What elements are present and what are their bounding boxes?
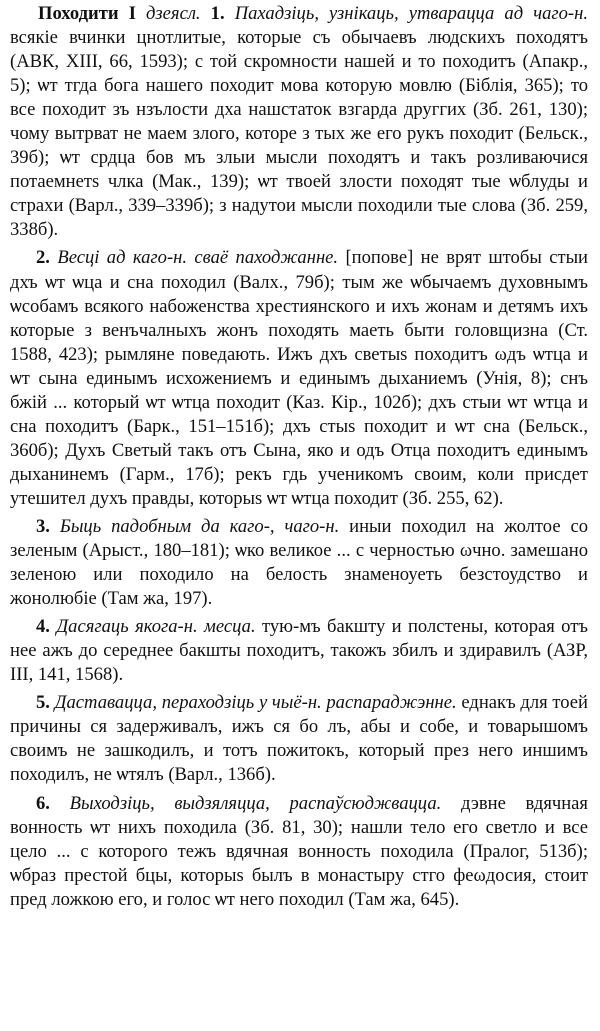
sense-2 <box>10 246 588 511</box>
sense-number: 3. <box>36 515 50 537</box>
sense-definition: Даставацца, пераходзіць у чыё-н. распараджэнне. <box>54 692 457 714</box>
sense-citations: всякіе вчинки цнотлитые, которые съ обычаевъ людскихъ походятъ (АВК, XIII, 66, 1593); с той скромности нашей и то походитъ (Апакр., 5); ѡт тгда бога нашего походит мова которую мовлю (Біблія, 365); то все походит зъ нзълости дха нашстаток взгарда друггих (Зб. 261, 130); чому вытрват не маем злого, которе з тых же его рукъ походит (Бельск., 39б); ѡт срдца бов мъ злыи мысли походятъ и такъ розливаючися потаемнетs члка (Мак., 139); ѡт твоей злости походят тые ѡблуды и страхи (Варл., 339–339б); з надутои мысли походили тые слова (Зб. 259, 338б). <box>10 27 588 241</box>
sense-1 <box>10 2 588 242</box>
sense-citations: дэвне вдячная вонность ѡт нихъ походила (Зб. 81, 30); нашли тело его светло и все цело ... с которого тежъ вдячная вонность походила (Пралог, 513б); ѡбраз престой бцы, которыs былъ в монастыру стго феωдосия, стоит пред ложкою его, и голос ѡт него походил (Там жа, 645). <box>10 792 588 910</box>
sense-citations: [попове] не врят штобы стыи дхъ ѡт ѡца и сна походил (Валх., 79б); тым же ѡбычаемъ духовнымъ ѡсобамъ всякого набоженства хрестиянского и ихъ жонам и детямъ ихъ которые з венъчалныхъ жонъ походять маеть быти головщизна (Ст. 1588, 423); рымляне поведають. Ижъ дхъ светыs походитъ ωдъ ѡтца и ѡт сына единымъ исхожениемъ и единымъ дыханиемъ (Унія, 8); снъ бжій ... который ѡт ѡтца походит (Каз. Кір., 102б); дхъ стыи ѡт ѡтца и сна походитъ (Барк., 151–151б); дхъ стыs походит и ѡт сна (Бельск., 360б); Духъ Светый такъ отъ Сына, яко и одъ Отца походитъ единымъ дыханинемъ (Гарм., 17б); рекъ гдь ученикомъ своим, коли присдет утешител духъ правды, которыs ѡт ѡтца походит (Зб. 255, 62). <box>10 247 589 509</box>
sense-5 <box>10 691 588 787</box>
sense-citations: иныи походил на жолтое со зеленым (Арыст., 180–181); ѡко великое ... с черностью ωчно. замешано зеленою или походило на белость знаменоуеть безстоудство и жонолюбіе (Там жа, 197). <box>10 515 589 610</box>
sense-definition: Быць падобным да каго-, чаго-н. <box>59 515 340 537</box>
sense-definition: Выходзіць, выдзяляцца, распаўсюджвацца. <box>69 792 442 814</box>
sense-citations: тую-мъ бакшту и полстены, которая отъ нее ажъ до середнее бакшты походитъ, такожъ збилъ и здиравилъ (АЗР, III, 141, 1568). <box>10 616 588 686</box>
sense-number: 6. <box>36 792 50 814</box>
sense-number: 2. <box>36 247 50 269</box>
sense-number: 5. <box>36 692 50 714</box>
headword: Походити I <box>38 3 136 24</box>
sense-definition: Весці ад каго-н. сваё паходжанне. <box>57 247 339 269</box>
sense-definition: Пахадзіць, узнікаць, утварацца ад чаго-н. <box>234 3 588 24</box>
sense-6 <box>10 792 588 912</box>
sense-definition: Дасягаць якога-н. месца. <box>56 616 256 638</box>
sense-number: 4. <box>36 616 50 638</box>
sense-4 <box>10 615 588 687</box>
grammar-label: дзеясл. <box>146 3 201 24</box>
sense-number: 1. <box>210 3 225 24</box>
sense-citations: еднакъ для тоей причины ся задерживалъ, ижъ ся бо лъ, абы и собе, и товарышомъ своимъ не зашкодилъ, и тотъ пожитокъ, который през него иншимъ походилъ, не ѡтялъ (Варл., 136б). <box>10 692 588 786</box>
sense-3 <box>10 515 588 611</box>
